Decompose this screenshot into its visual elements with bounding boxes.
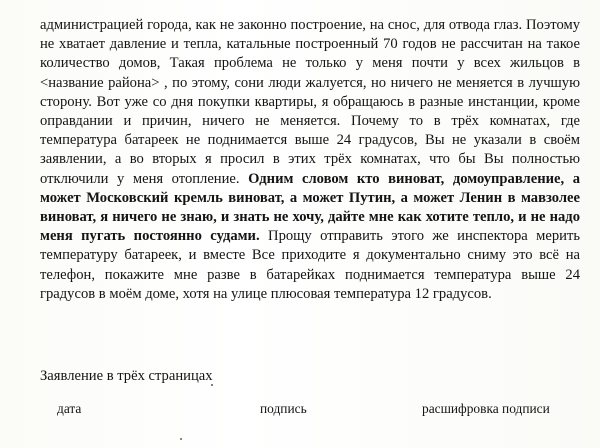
- signature-decoding-label: расшифровка подписи: [422, 401, 550, 416]
- letter-main-text: администрацией города, как не законно построение, на снос, для отвода глаз. Поэтому не хватает давление и тепла, катальные построенный 70 годов не рассчитан на такое количество домов, Такая проблема не только у меня почти у всех жильцов в <название района> , по этому, сони люди жалуется, но ничего не меняется в лучшую сторону. Вот уже со дня покупки квартиры, я обращаюсь в разные инстанции, кроме оправдании и причин, ничего не меняется. Почему то в трёх комнатах, где температура батареек не поднимается выше 24 градусов, Вы не указали в своём заявлении, а во вторых я просил в этих трёх комнатах, что бы Вы полностью отключили у меня отопление.: [40, 17, 580, 187]
- letter-closing-text: Прощу отправить этого же инспектора мерить температуру батареек, и вместе Все приходите я документально сниму это всё на телефон, покажите мне разве в батарейках поднимается температура выше 24 градусов в моём доме, хотя на улице плюсовая температура 12 градусов.: [40, 228, 580, 302]
- scan-dust-speck: [211, 384, 213, 386]
- pages-note: Заявление в трёх страницах: [40, 368, 213, 384]
- letter-body: [40, 16, 580, 304]
- signature-field-label: подпись: [260, 401, 307, 416]
- date-field-label: дата: [57, 401, 82, 416]
- scan-dust-speck: [180, 438, 182, 440]
- letter-bold-text: Одним словом кто виноват, домоуправление, а может Московский кремль виноват, а может Путин, а может Ленин в мавзолее виноват, я ничего не знаю, и знать не хочу, дайте мне как хотите тепло, и не надо меня пугать постоянно судами.: [40, 170, 580, 245]
